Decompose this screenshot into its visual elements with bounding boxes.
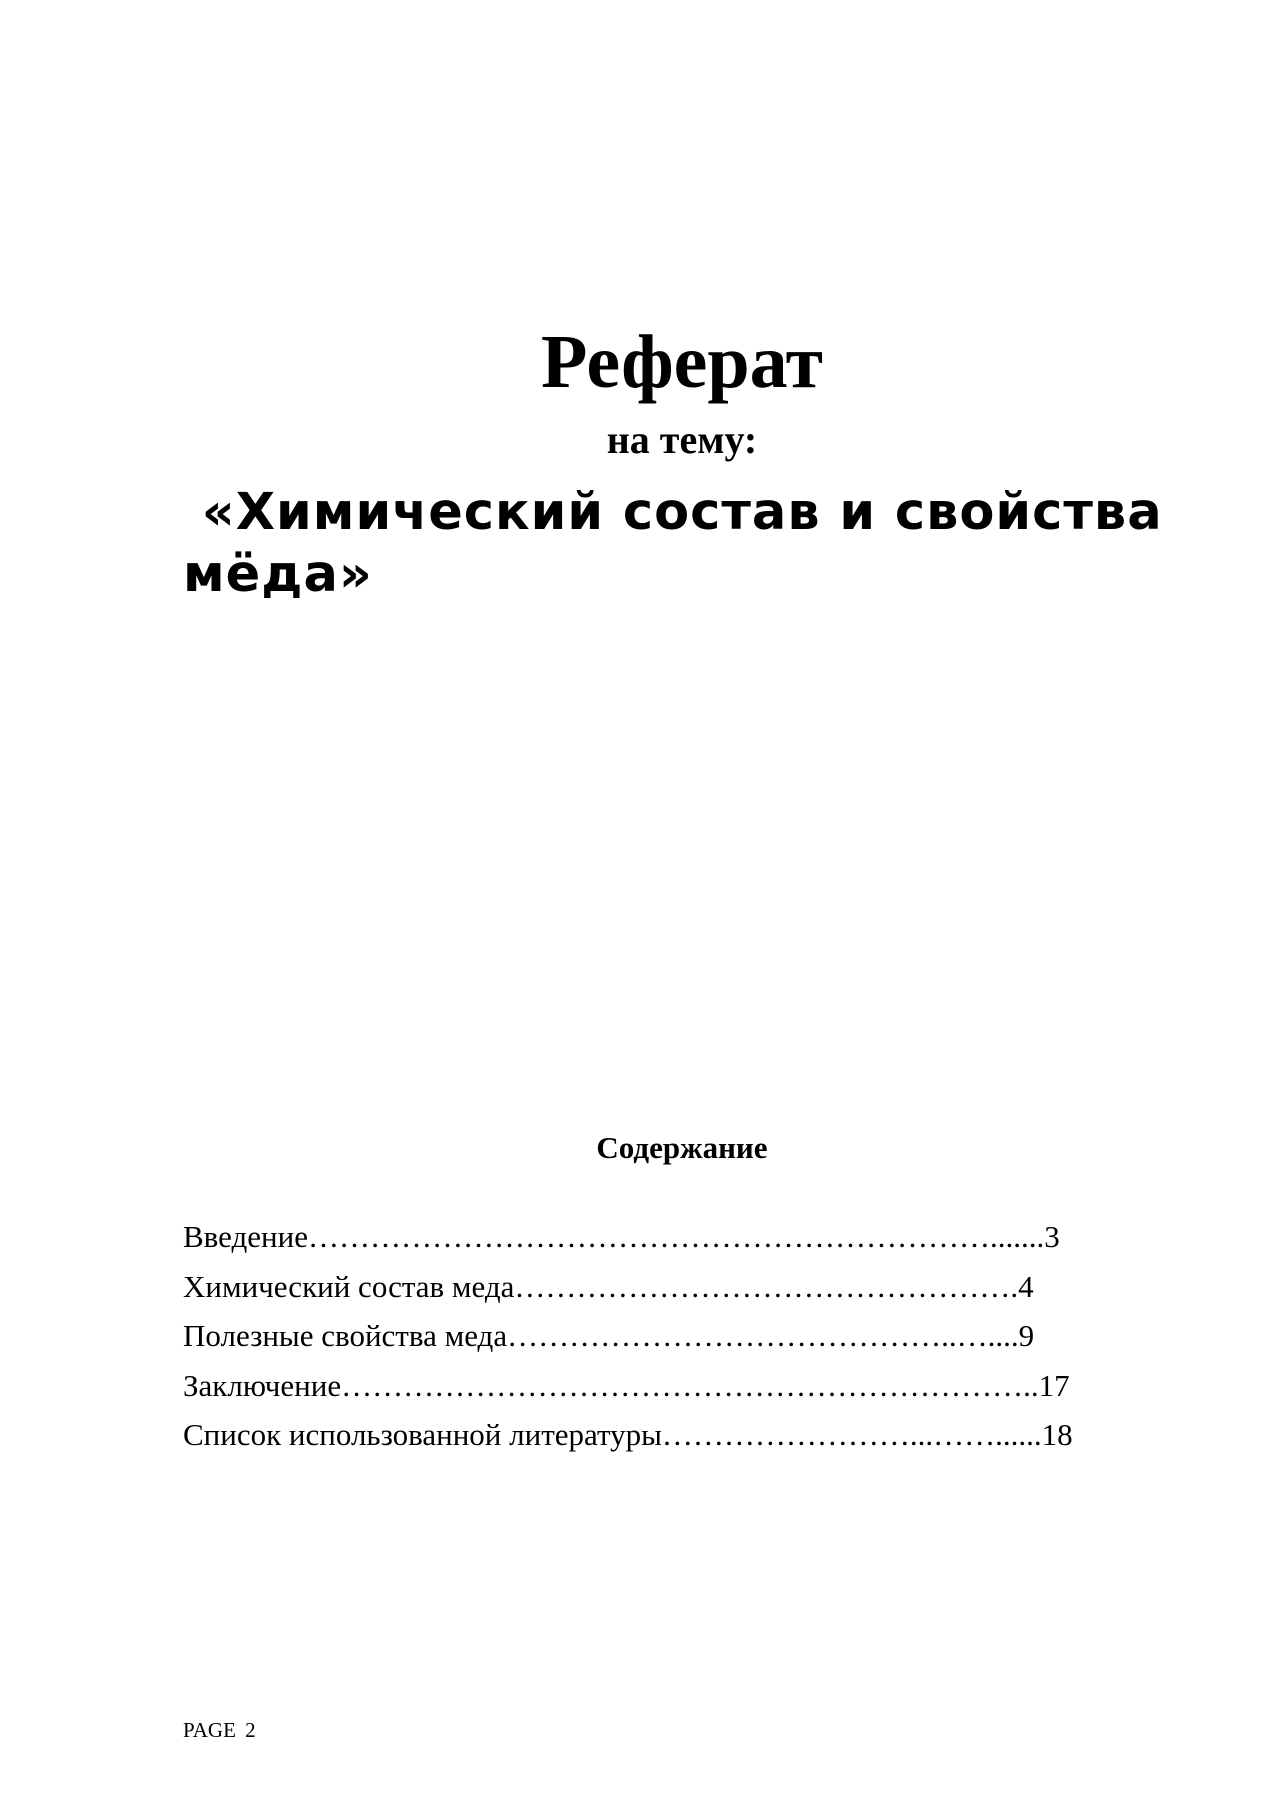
document-subtitle: на тему: [606, 417, 758, 462]
document-title: Реферат [540, 320, 824, 404]
toc-heading: Содержание [596, 1130, 768, 1165]
toc-entry-useful-properties: Полезные свойства меда……………………………………..…....9 [183, 1318, 1035, 1353]
table-of-contents [183, 1212, 1183, 1460]
page-number-footer: PAGE 2 [183, 1718, 256, 1742]
document-topic: «Химический состав и свойства мёда» [183, 483, 1182, 604]
toc-entry-chemical-composition: Химический состав меда………………………………………….4 [183, 1268, 1034, 1304]
toc-entry-introduction: Введение………………………………………………………….......3 [183, 1219, 1060, 1254]
toc-entry-conclusion: Заключение…………………………………………………………..17 [183, 1367, 1070, 1403]
toc-entry-references: Список использованной литературы……………………...……......18 [183, 1417, 1073, 1452]
